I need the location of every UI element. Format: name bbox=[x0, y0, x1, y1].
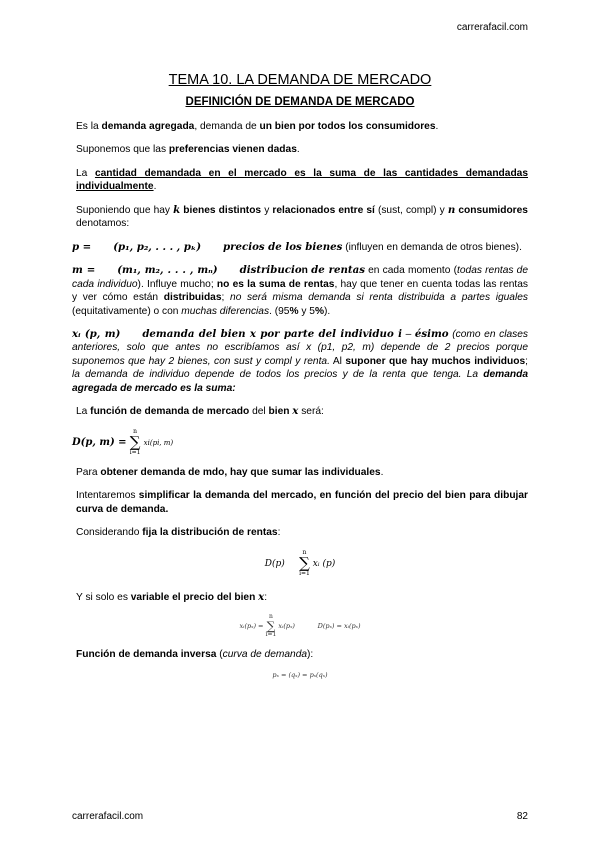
paragraph-funcion-demanda: La función de demanda de mercado del bien x será: bbox=[76, 405, 324, 418]
content bbox=[72, 72, 528, 679]
paragraph-simplificar: Intentaremos simplificar la demanda del mercado, en función del precio del bien para dibujar curva de demanda. bbox=[76, 490, 528, 515]
paragraph-demanda-inversa: Función de demanda inversa (curva de demanda): bbox=[76, 648, 314, 660]
summation-symbol: n ∑ i=1 bbox=[299, 548, 310, 577]
page-title: TEMA 10. LA DEMANDA DE MERCADO bbox=[168, 72, 432, 88]
summation-symbol: n ∑ i=1 bbox=[265, 612, 277, 638]
definition-individual-demand: xᵢ (p, m) demanda del bien x por parte del individuo i – ésimo (como en clases anteriores, solo que antes no escribíamos así x (p1, p2, m) depende de 2 precios porque suponemos que hay 2 bienes, con sust y compl y renta. Al suponer que hay muchos individuos; la demanda de individuo depende de todos los precios y de la renta que tenga. La demanda agregada de mercado es la suma: bbox=[72, 327, 528, 394]
formula-demand-own-price: xᵢ(pₓ) = n ∑ i=1 xᵢ(pₓ) D(pₓ) = xᵢ(pₓ) bbox=[239, 612, 361, 638]
page-number: 82 bbox=[516, 811, 528, 822]
paragraph-preferencias: Suponemos que las preferencias vienen dadas. bbox=[76, 144, 300, 156]
definition-prices: p = (p₁, p₂, . . . , pₖ) precios de los bienes (influyen en demanda de otros bienes). bbox=[72, 240, 522, 253]
paragraph-considerando: Considerando fija la distribución de rentas: bbox=[76, 527, 281, 539]
paragraph-cantidad-demandada: La cantidad demandada en el mercado es la suma de las cantidades demandadas individualmente. bbox=[76, 167, 528, 193]
header-site: carrerafacil.com bbox=[456, 22, 528, 33]
summation-symbol: n ∑ i=1 bbox=[129, 427, 141, 456]
paragraph-suponiendo: Suponiendo que hay k bienes distintos y relacionados entre sí (sust, compl) y n consumidores denotamos: bbox=[76, 203, 528, 230]
paragraph-variable-precio: Y si solo es variable el precio del bien x: bbox=[76, 590, 268, 603]
paragraph-demanda-agregada: Es la demanda agregada, demanda de un bien por todos los consumidores. bbox=[76, 121, 439, 132]
definition-incomes: m = (m₁, m₂, . . . , mₙ) distribucion de rentas en cada momento (todas rentas de cada individuo). Influye mucho; no es la suma de rentas, hay que tener en cuenta todas las rentas y ver cómo están distribuidas; no será misma demanda si renta distribuida a partes iguales (equitativamente) o con muchas diferencias. (95% y 5%). bbox=[72, 264, 528, 317]
formula-market-demand: D(p, m) = n ∑ i=1 xi(pi, m) bbox=[72, 427, 174, 456]
formula-inverse-demand: pₓ = (qₓ) = pₓ(qₓ) bbox=[272, 671, 328, 680]
section-subtitle: DEFINICIÓN DE DEMANDA DE MERCADO bbox=[185, 96, 415, 108]
formula-demand-fixed-income: D(p) n ∑ i=1 xᵢ (p) bbox=[264, 548, 336, 577]
footer-site: carrerafacil.com bbox=[72, 811, 144, 822]
paragraph-sumar: Para obtener demanda de mdo, hay que sumar las individuales. bbox=[76, 466, 384, 478]
